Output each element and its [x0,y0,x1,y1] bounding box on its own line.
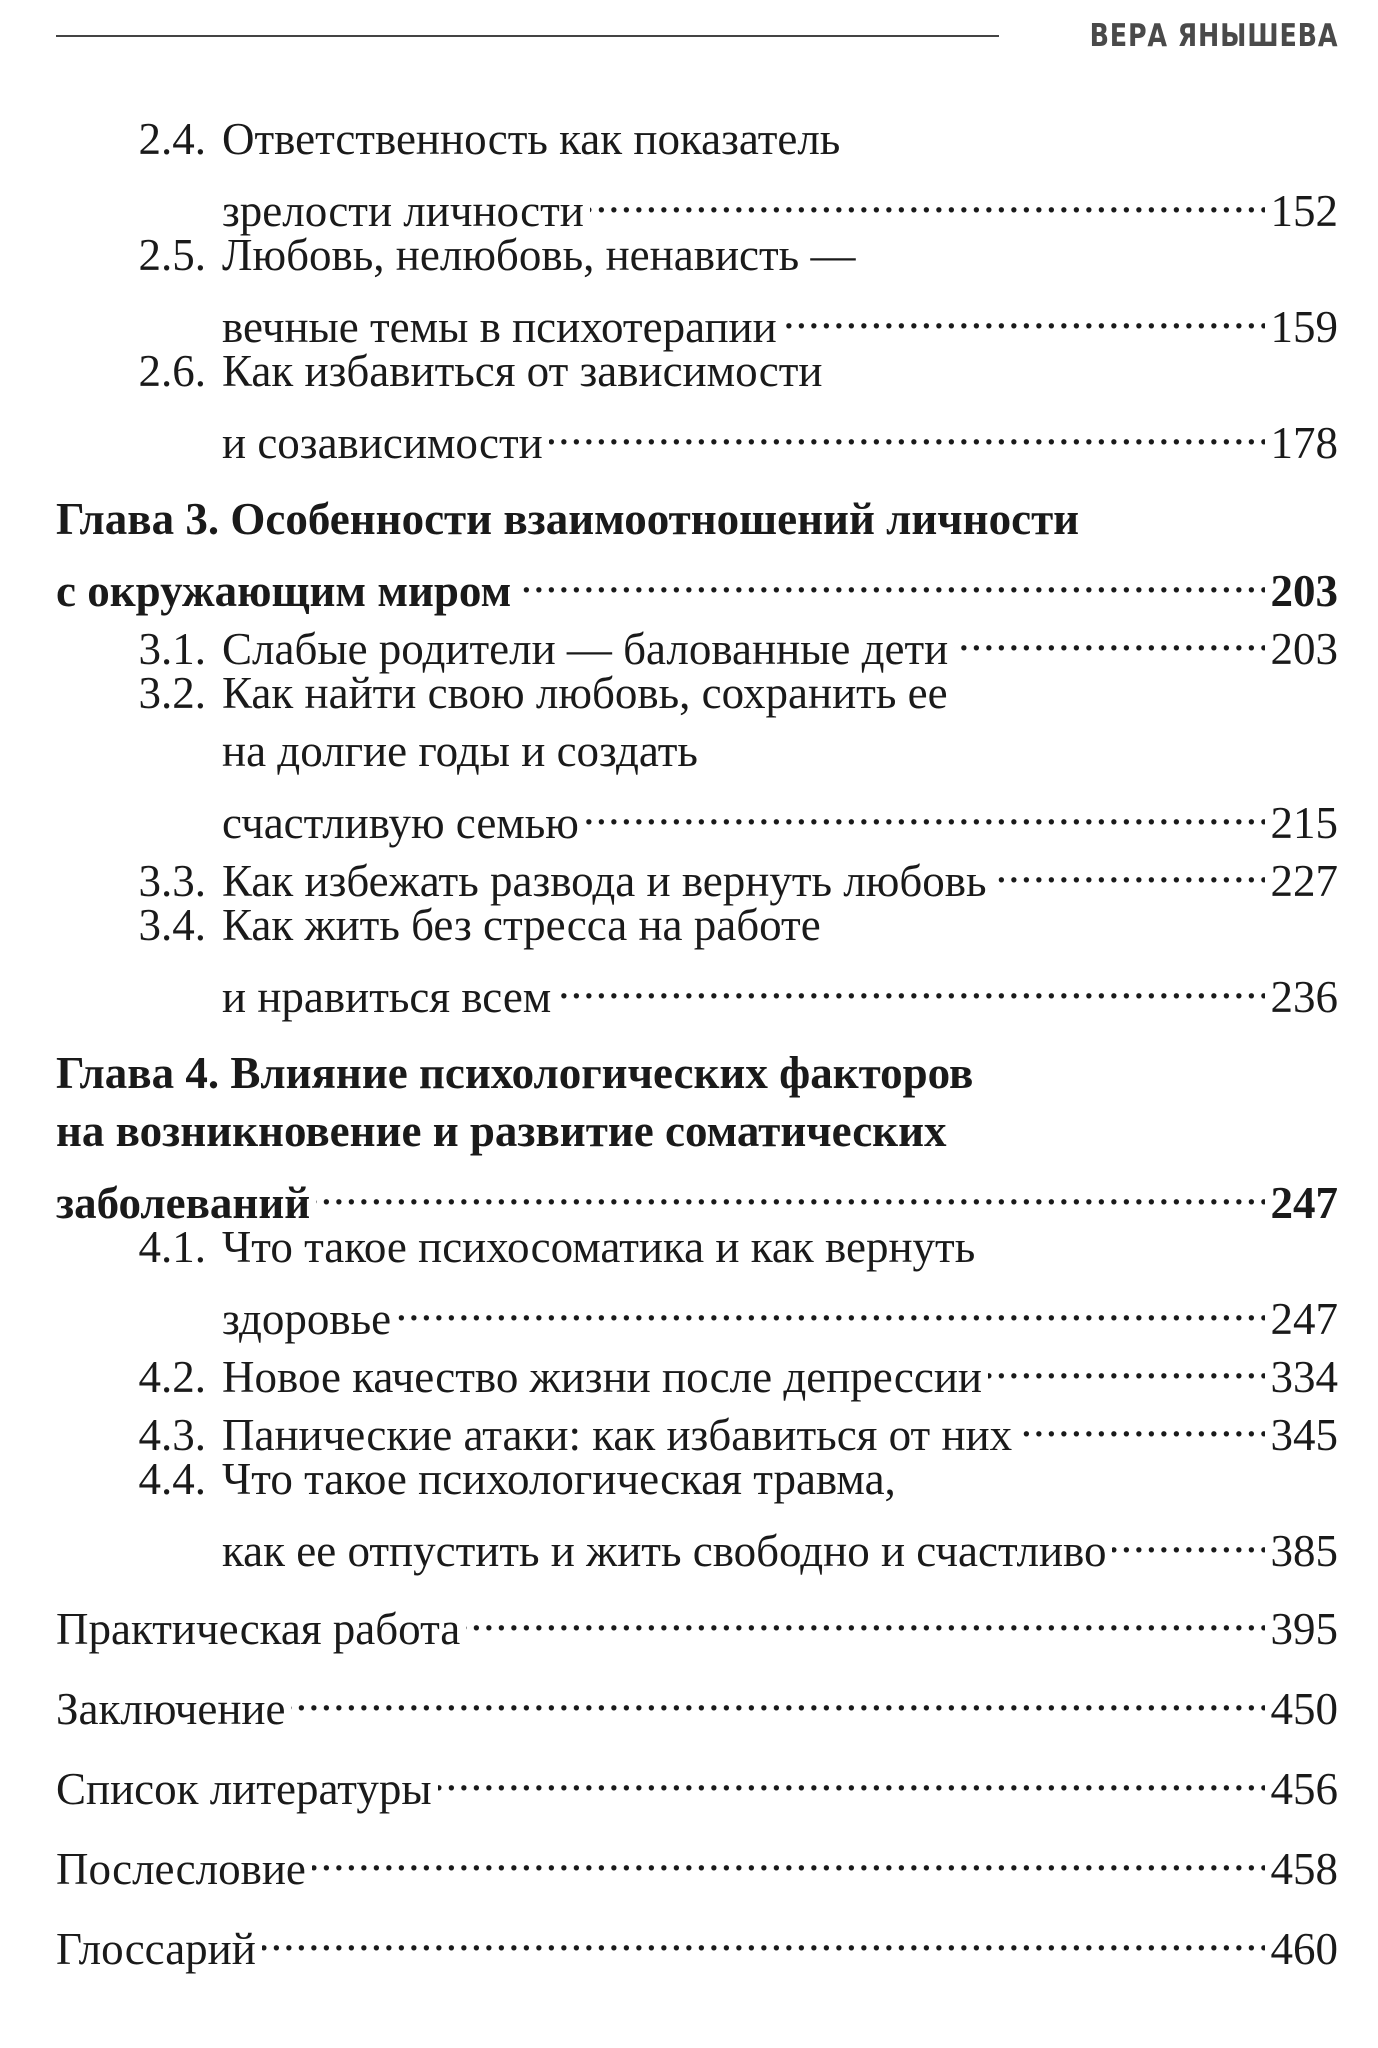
author-name: ВЕРА ЯНЫШЕВА [1089,18,1338,54]
toc-entry-3-2-cont[interactable] [56,722,1338,780]
section-title-cont: как ее отпустить и жить свободно и счастливо [222,1526,1107,1576]
page-number: 247 [1270,1294,1338,1344]
section-title-cont: и созависимости [222,418,543,468]
entry-title: Глоссарий [56,1924,256,1974]
section-title-cont: и нравиться всем [222,972,552,1022]
dot-leader [1018,1392,1264,1450]
dot-leader [557,954,1264,1012]
section-number: 2.4. [138,114,206,164]
page-number: 215 [1270,798,1338,848]
page-number: 450 [1270,1684,1338,1734]
section-title-cont: зрелости личности [222,186,584,236]
section-number: 2.6. [138,346,206,396]
dot-leader [517,548,1264,606]
toc-entry-4-1-cont[interactable] [56,1276,1338,1344]
dot-leader [590,168,1265,226]
chapter-title-cont: заболеваний [56,1178,311,1228]
toc-entry-3-2[interactable] [56,664,1338,722]
section-title: Как жить без стресса на работе [222,900,821,950]
toc-entry-2-4[interactable] [56,110,1338,168]
toc-entry-2-6-cont[interactable] [56,400,1338,468]
section-title: Новое качество жизни после депрессии [222,1352,982,1402]
dot-leader [585,780,1265,838]
page-number: 395 [1270,1604,1338,1654]
toc-entry-4-4-cont[interactable] [56,1508,1338,1576]
toc-entry-conclusion[interactable] [56,1666,1338,1734]
dot-leader [549,400,1265,458]
toc-chapter-3-cont[interactable] [56,548,1338,616]
running-head [56,14,1338,58]
toc-entry-3-2-cont2[interactable] [56,780,1338,848]
section-number: 4.1. [138,1222,206,1272]
section-title: Как избежать развода и вернуть любовь [222,856,987,906]
section-title-cont: вечные темы в психотерапии [222,302,777,352]
toc-entry-2-5-cont[interactable] [56,284,1338,352]
page-number: 456 [1270,1764,1338,1814]
chapter-title-cont: на возникновение и развитие соматических [56,1106,947,1156]
entry-title: Послесловие [56,1844,306,1894]
toc-entry-4-4[interactable] [56,1450,1338,1508]
dot-leader [466,1586,1264,1644]
page-number: 159 [1270,302,1338,352]
section-title: Как найти свою любовь, сохранить ее [222,668,948,718]
page-number: 385 [1270,1526,1338,1576]
dot-leader [291,1666,1264,1724]
page-number: 236 [1270,972,1338,1022]
chapter-title-cont: с окружающим миром [56,566,512,616]
toc-chapter-4-cont[interactable] [56,1102,1338,1160]
dot-leader [988,1334,1265,1392]
dot-leader [316,1160,1264,1218]
toc-entry-2-6[interactable] [56,342,1338,400]
dot-leader [993,838,1265,896]
dot-leader [954,606,1264,664]
page-number: 203 [1270,566,1338,616]
section-title: Что такое психосоматика и как вернуть [222,1222,976,1272]
section-number: 4.2. [138,1352,206,1402]
page-number: 227 [1270,856,1338,906]
toc-chapter-4-cont2[interactable] [56,1160,1338,1228]
section-number: 4.3. [138,1410,206,1460]
dot-leader [1112,1508,1264,1566]
chapter-title: Глава 4. Влияние психологических факторов [56,1048,974,1098]
toc-entry-2-4-cont[interactable] [56,168,1338,236]
page-number: 458 [1270,1844,1338,1894]
section-title-cont: здоровье [222,1294,392,1344]
entry-title: Практическая работа [56,1604,461,1654]
chapter-title: Глава 3. Особенности взаимоотношений личности [56,494,1080,544]
toc-entry-2-5[interactable] [56,226,1338,284]
section-title-cont: на долгие годы и создать [222,726,698,776]
section-title: Любовь, нелюбовь, ненависть — [222,230,856,280]
header-rule [56,35,999,37]
dot-leader [438,1746,1265,1804]
dot-leader [312,1826,1265,1884]
toc-entry-afterword[interactable] [56,1826,1338,1894]
section-title-cont: счастливую семью [222,798,579,848]
section-number: 3.3. [138,856,206,906]
dot-leader [397,1276,1264,1334]
dot-leader [262,1906,1265,1964]
toc-chapter-4[interactable] [56,1044,1338,1102]
toc-entry-3-4[interactable] [56,896,1338,954]
toc-entry-glossary[interactable] [56,1906,1338,1974]
section-title: Ответственность как показатель [222,114,841,164]
section-number: 4.4. [138,1454,206,1504]
section-title: Как избавиться от зависимости [222,346,823,396]
section-number: 3.4. [138,900,206,950]
toc-chapter-3[interactable] [56,490,1338,548]
section-number: 2.5. [138,230,206,280]
page-number: 203 [1270,624,1338,674]
page-number: 247 [1270,1178,1338,1228]
toc-entry-practice[interactable] [56,1586,1338,1654]
table-of-contents [56,110,1338,1974]
section-number: 3.2. [138,668,206,718]
page-number: 334 [1270,1352,1338,1402]
page-number: 460 [1270,1924,1338,1974]
toc-entry-4-1[interactable] [56,1218,1338,1276]
section-title: Панические атаки: как избавиться от них [222,1410,1013,1460]
toc-entry-3-4-cont[interactable] [56,954,1338,1022]
section-title: Что такое психологическая травма, [222,1454,896,1504]
entry-title: Список литературы [56,1764,432,1814]
page-number: 178 [1270,418,1338,468]
page-number: 152 [1270,186,1338,236]
dot-leader [783,284,1265,342]
section-title: Слабые родители — балованные дети [222,624,949,674]
section-number: 3.1. [138,624,206,674]
toc-entry-literature[interactable] [56,1746,1338,1814]
entry-title: Заключение [56,1684,286,1734]
page-number: 345 [1270,1410,1338,1460]
